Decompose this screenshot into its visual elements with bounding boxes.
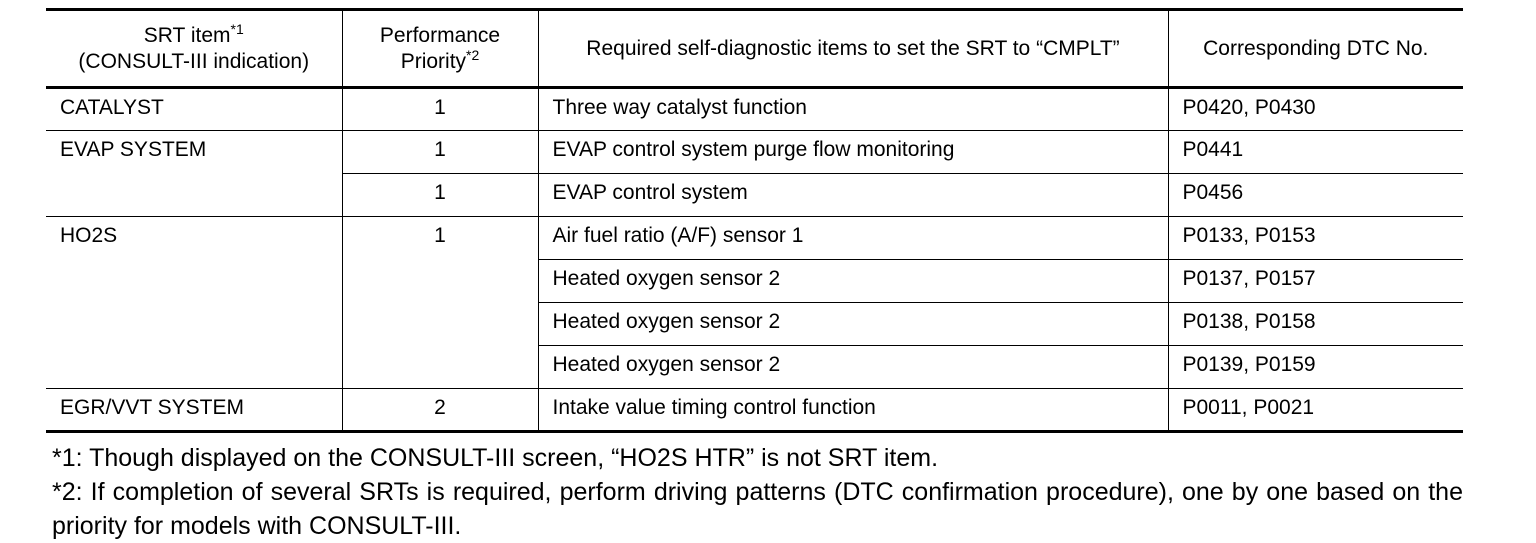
table-row [46,131,1463,174]
dtc-cell: P0139, P0159 [1168,346,1463,389]
header-priority-line2: Priority [400,49,467,73]
dtc-cell: P0137, P0157 [1168,260,1463,303]
required-item-cell: Three way catalyst function [538,88,1168,131]
priority-cell: 1 [342,174,538,217]
footnote-1: *1: Though displayed on the CONSULT-III screen, “HO2S HTR” is not SRT item. [52,444,939,472]
footnotes [46,441,1463,543]
dtc-cell: P0133, P0153 [1168,217,1463,260]
header-required-items: Required self-diagnostic items to set the SRT to “CMPLT” [538,10,1168,88]
dtc-cell: P0456 [1168,174,1463,217]
priority-cell: 1 [342,88,538,131]
header-priority-footnote-mark: *2 [466,46,480,63]
required-item-cell: Intake value timing control function [538,389,1168,432]
footnote-2: *2: If completion of several SRTs is required, perform driving patterns (DTC confirmation procedure), one by one based on the priority for models with CONSULT-III. [52,478,1463,540]
srt-item-cell: CATALYST [46,88,342,131]
srt-table [46,8,1463,433]
required-item-cell: Air fuel ratio (A/F) sensor 1 [538,217,1168,260]
dtc-cell: P0138, P0158 [1168,303,1463,346]
required-item-cell: Heated oxygen sensor 2 [538,303,1168,346]
srt-item-cell: EVAP SYSTEM [46,131,342,217]
srt-document [46,8,1463,543]
header-priority [342,10,538,88]
priority-cell: 2 [342,389,538,432]
required-item-cell: Heated oxygen sensor 2 [538,260,1168,303]
header-srt-item-sublabel: (CONSULT-III indication) [78,49,310,73]
srt-item-cell: EGR/VVT SYSTEM [46,389,342,432]
header-srt-item [46,10,342,88]
priority-cell: 1 [342,131,538,174]
header-dtc: Corresponding DTC No. [1168,10,1463,88]
required-item-cell: EVAP control system [538,174,1168,217]
required-item-cell: EVAP control system purge flow monitoring [538,131,1168,174]
header-priority-line1: Performance [379,24,501,48]
required-item-cell: Heated oxygen sensor 2 [538,346,1168,389]
header-srt-item-footnote-mark: *1 [230,21,244,38]
priority-cell: 1 [342,217,538,389]
dtc-cell: P0441 [1168,131,1463,174]
srt-item-cell: HO2S [46,217,342,389]
header-srt-item-label: SRT item [143,24,231,48]
dtc-cell: P0011, P0021 [1168,389,1463,432]
table-row [46,217,1463,260]
table-header-row [46,10,1463,88]
dtc-cell: P0420, P0430 [1168,88,1463,131]
table-row [46,389,1463,432]
table-row [46,88,1463,131]
